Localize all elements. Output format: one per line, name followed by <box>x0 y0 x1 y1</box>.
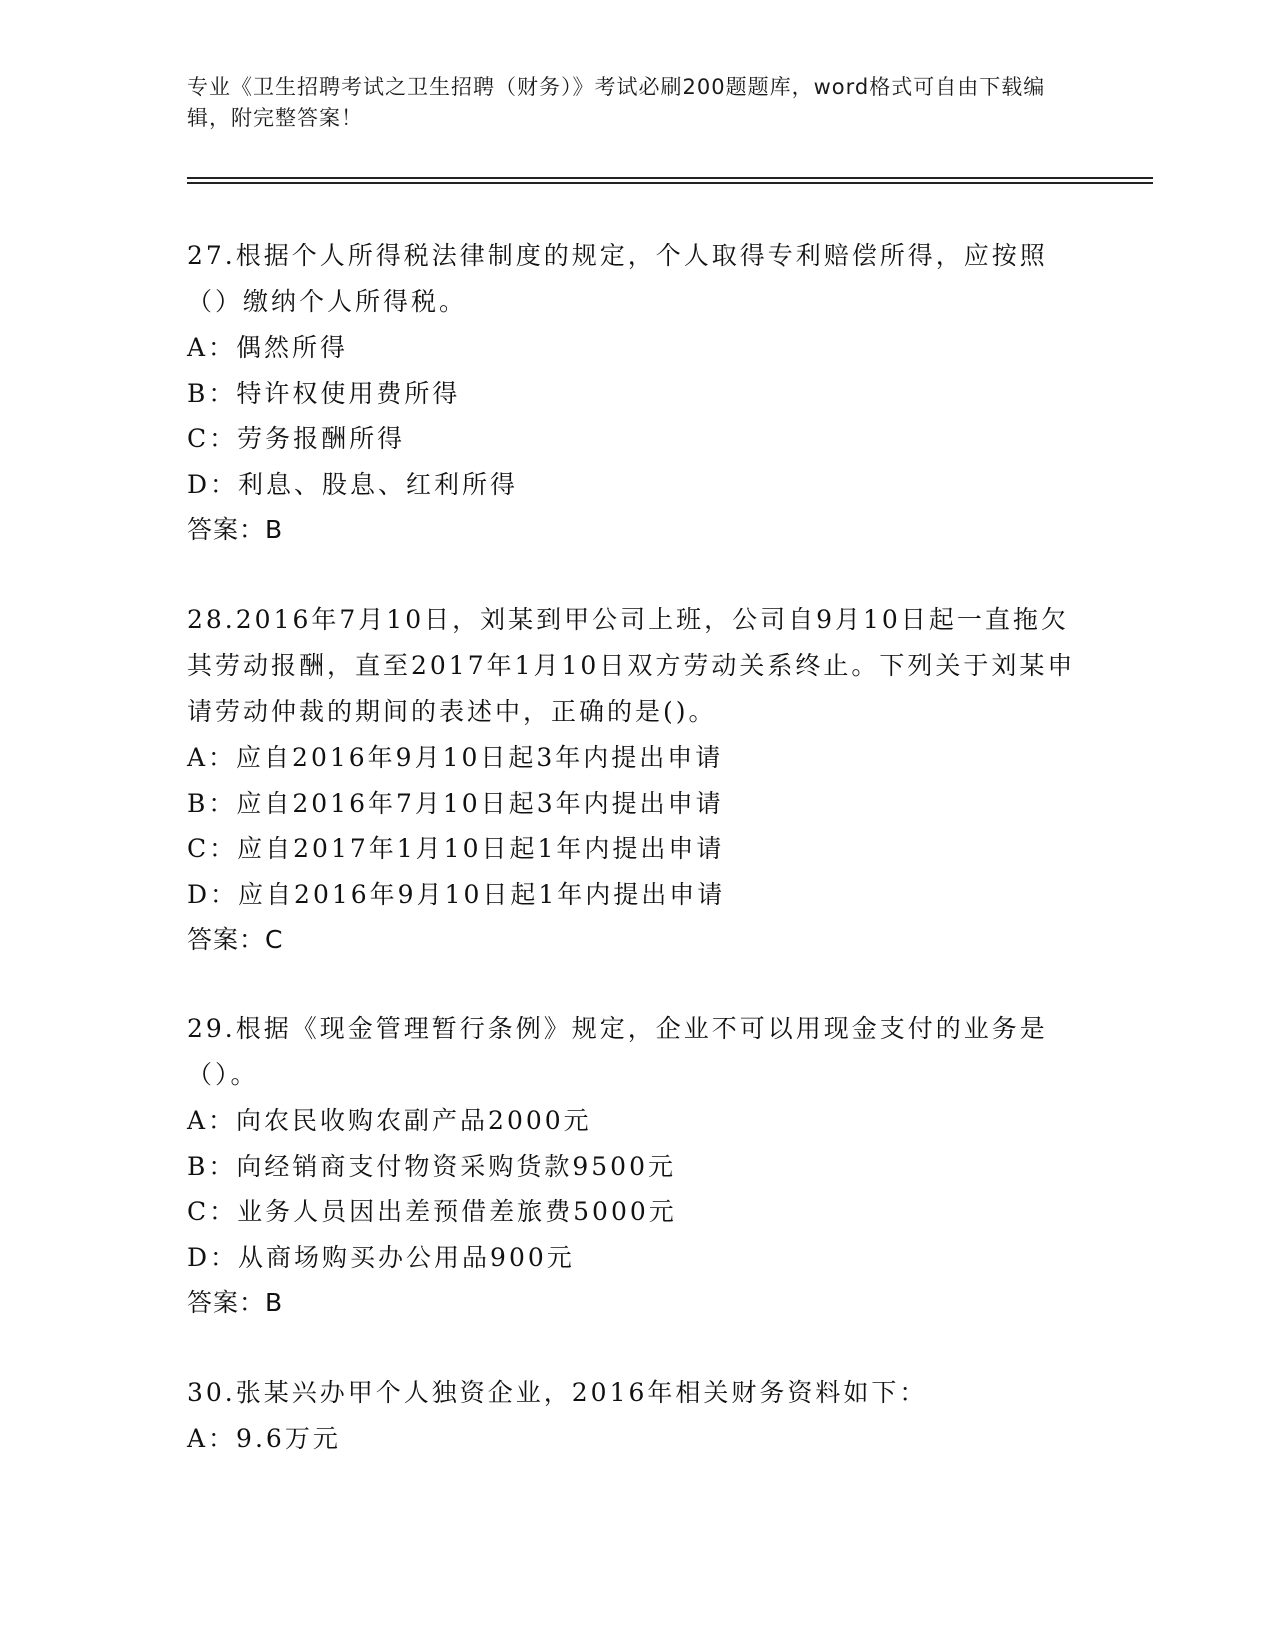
option-b: B：应自2016年7月10日起3年内提出申请 <box>187 788 724 818</box>
answer: 答案：B <box>187 515 284 544</box>
answer: 答案：C <box>187 925 284 954</box>
option-d: D：应自2016年9月10日起1年内提出申请 <box>187 879 726 909</box>
option-c: C：应自2017年1月10日起1年内提出申请 <box>187 834 725 863</box>
question-28 <box>187 597 1087 963</box>
question-30 <box>187 1370 1087 1462</box>
option-a: A：偶然所得 <box>187 333 349 362</box>
option-d: D：利息、股息、红利所得 <box>187 469 519 499</box>
option-a: A：应自2016年9月10日起3年内提出申请 <box>187 743 724 772</box>
option-b: B：特许权使用费所得 <box>187 378 461 408</box>
option-c: C：业务人员因出差预借差旅费5000元 <box>187 1197 677 1226</box>
question-stem: 30.张某兴办甲个人独资企业，2016年相关财务资料如下： <box>187 1378 928 1407</box>
option-a: A：向农民收购农副产品2000元 <box>187 1106 592 1135</box>
question-29 <box>187 1006 1087 1326</box>
option-d: D：从商场购买办公用品900元 <box>187 1242 575 1272</box>
option-c: C：劳务报酬所得 <box>187 424 406 453</box>
question-stem: 27.根据个人所得税法律制度的规定，个人取得专利赔偿所得，应按照（）缴纳个人所得税。 <box>187 241 1048 316</box>
question-stem: 29.根据《现金管理暂行条例》规定，企业不可以用现金支付的业务是（）。 <box>187 1014 1048 1089</box>
option-a: A：9.6万元 <box>187 1424 341 1453</box>
header-divider <box>187 182 1153 184</box>
option-b: B：向经销商支付物资采购货款9500元 <box>187 1151 676 1181</box>
answer: 答案：B <box>187 1288 284 1317</box>
header-divider <box>187 177 1153 179</box>
document-header: 专业《卫生招聘考试之卫生招聘（财务）》考试必刷200题题库，word格式可自由下载编辑，附完整答案！ <box>187 75 1046 130</box>
question-27 <box>187 233 1087 553</box>
question-stem: 28.2016年7月10日，刘某到甲公司上班，公司自9月10日起一直拖欠其劳动报酬，直至2017年1月10日双方劳动关系终止。下列关于刘某申请劳动仲裁的期间的表述中，正确的是()。 <box>187 605 1076 726</box>
